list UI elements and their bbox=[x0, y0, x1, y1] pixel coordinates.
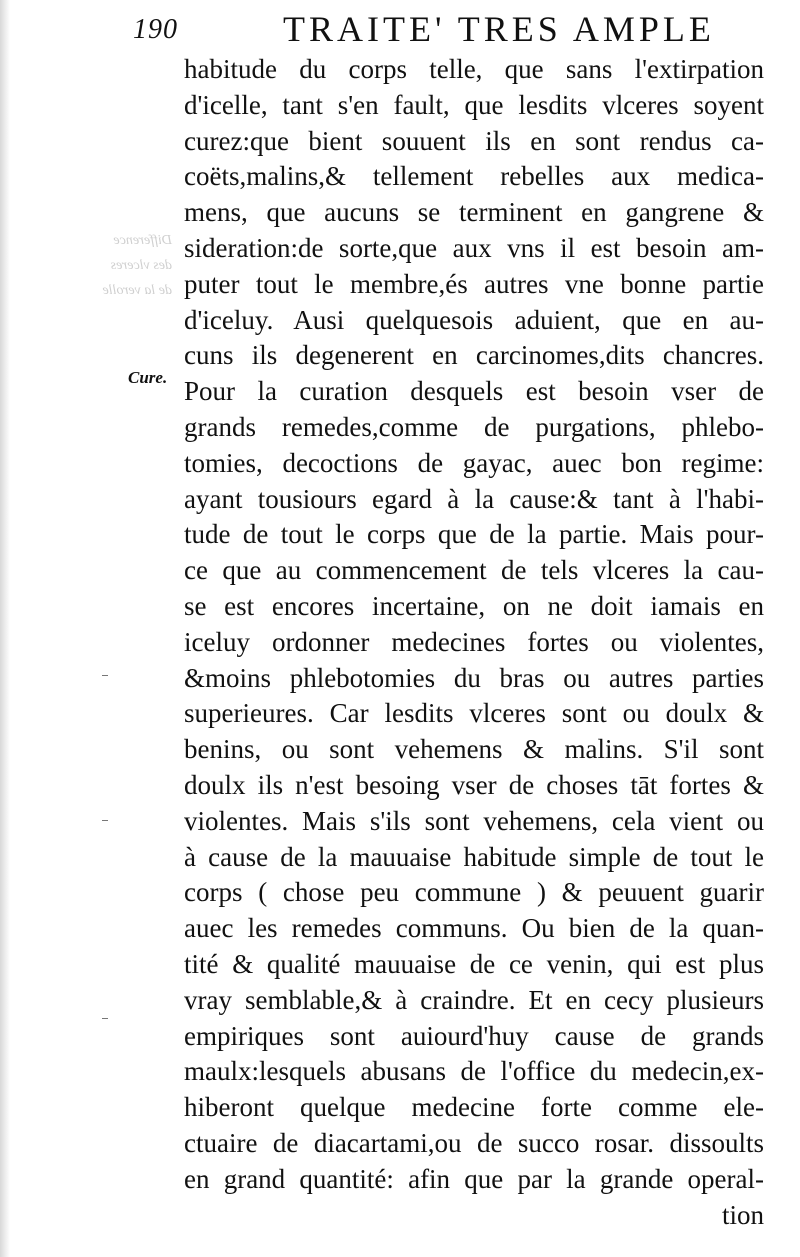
text-line: corps ( chose peu commune ) & peuuent guarir bbox=[184, 877, 764, 908]
text-line: se est encores incertaine, on ne doit iamais en bbox=[184, 590, 764, 621]
text-line: auec les remedes communs. Ou bien de la quan- bbox=[184, 913, 764, 944]
text-line: en grand quantité: afin que par la grande operal- bbox=[184, 1163, 764, 1194]
text-line: hiberont quelque medecine forte comme ele- bbox=[184, 1092, 764, 1123]
text-line: puter tout le membre,és autres vne bonne partie bbox=[184, 268, 764, 299]
text-line: vray semblable,& à craindre. Et en cecy plusieurs bbox=[184, 984, 764, 1015]
text-line: iceluy ordonner medecines fortes ou violentes, bbox=[184, 626, 764, 657]
text-line: ayant tousiours egard à la cause:& tant à l'habi- bbox=[184, 483, 764, 514]
text-line: benins, ou sont vehemens & malins. S'il sont bbox=[184, 734, 764, 765]
gutter-shadow bbox=[0, 0, 10, 1257]
text-line: sideration:de sorte,que aux vns il est besoin am- bbox=[184, 232, 764, 263]
text-line: ctuaire de diacartami,ou de succo rosar. dissoults bbox=[184, 1127, 764, 1158]
text-line: d'iceluy. Ausi quelquesois aduient, que en au- bbox=[184, 304, 764, 335]
text-line: grands remedes,comme de purgations, phlebo- bbox=[184, 411, 764, 442]
show-through-margin-note: Difference des vlceres de la verolle bbox=[102, 233, 172, 298]
text-line: tomies, decoctions de gayac, auec bon regime: bbox=[184, 447, 764, 478]
margin-mark bbox=[102, 820, 108, 821]
text-line: &moins phlebotomies du bras ou autres parties bbox=[184, 662, 764, 693]
text-line: habitude du corps telle, que sans l'extirpation bbox=[184, 54, 764, 84]
text-line: empiriques sont auiourd'huy cause de grands bbox=[184, 1020, 764, 1051]
text-line: doulx ils n'est besoing vser de choses tāt fortes & bbox=[184, 769, 764, 800]
text-line: violentes. Mais s'ils sont vehemens, cela vient ou bbox=[184, 805, 764, 836]
text-line: d'icelle, tant s'en fault, que lesdits vlceres soyent bbox=[184, 89, 764, 120]
text-line: coëts,malins,& tellement rebelles aux medica- bbox=[184, 161, 764, 192]
text-line: mens, que aucuns se terminent en gangrene & bbox=[184, 197, 764, 228]
page-number: 190 bbox=[133, 14, 178, 45]
text-line-catchword: tion bbox=[721, 1199, 764, 1230]
margin-mark bbox=[102, 675, 108, 676]
text-line: tude de tout le corps que de la partie. Mais pour- bbox=[184, 519, 764, 550]
text-line: maulx:lesquels abusans de l'office du medecin,ex- bbox=[184, 1056, 764, 1087]
text-line: ce que au commencement de tels vlceres la cau- bbox=[184, 555, 764, 586]
text-line: à cause de la mauuaise habitude simple de tout le bbox=[184, 841, 764, 872]
running-title: TRAITE' TRES AMPLE bbox=[283, 9, 715, 49]
text-line: curez:que bient souuent ils en sont rendus ca- bbox=[184, 125, 764, 156]
body-text bbox=[184, 52, 764, 1233]
text-line: tité & qualité mauuaise de ce venin, qui est plus bbox=[184, 948, 764, 979]
text-line: cuns ils degenerent en carcinomes,dits chancres. bbox=[184, 340, 764, 371]
text-line: Pour la curation desquels est besoin vser de bbox=[184, 376, 764, 407]
margin-mark bbox=[102, 1018, 108, 1019]
text-line: superieures. Car lesdits vlceres sont ou doulx & bbox=[184, 698, 764, 729]
margin-note: Cure. bbox=[128, 368, 168, 387]
page-header bbox=[133, 8, 763, 52]
